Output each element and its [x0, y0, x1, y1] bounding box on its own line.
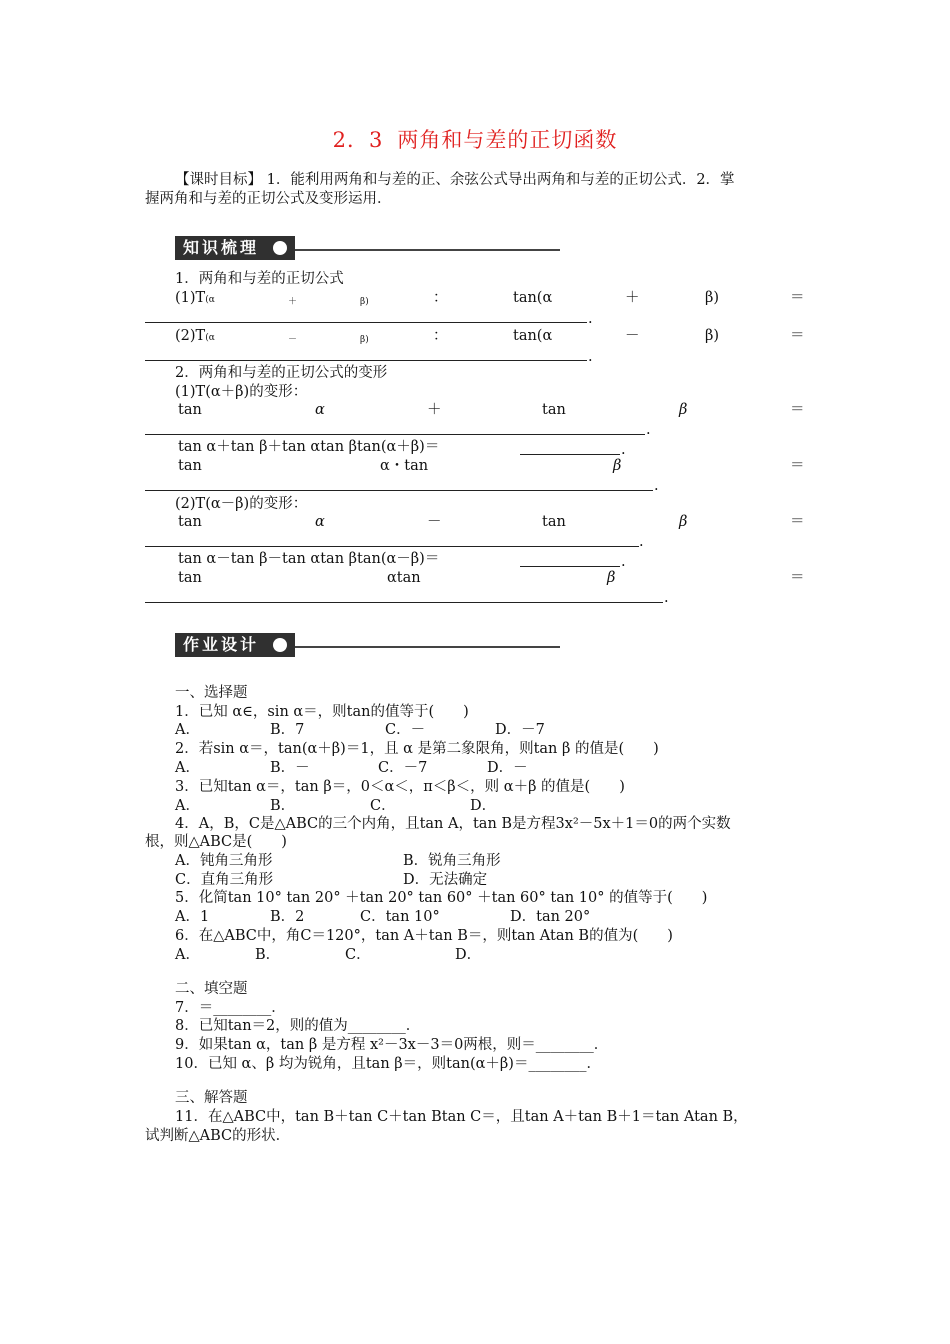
answer-blank[interactable] — [520, 566, 620, 567]
v1-line3-dot: . — [654, 478, 659, 494]
q5-opt-c: C．tan 10° — [360, 909, 440, 925]
t2-eq: ＝ — [790, 328, 805, 344]
part1-heading: 一、选择题 — [175, 685, 248, 701]
banner-rule — [295, 646, 560, 648]
answer-blank[interactable] — [145, 490, 653, 491]
v2-eq: ＝ — [790, 514, 805, 530]
q4-opt-a: A．钝角三角形 — [175, 853, 273, 869]
q10: 10．已知 α、β 均为锐角，且tan β＝，则tan(α＋β)＝________． — [175, 1056, 601, 1072]
v1-line3-tan: tan — [178, 458, 202, 474]
v2-dot: . — [639, 534, 644, 550]
t2-beta-close: β) — [705, 328, 720, 344]
v2-minus: － — [427, 514, 442, 530]
t2-colon: ： — [433, 328, 448, 344]
q6-opt-c: C． — [345, 947, 371, 963]
v1-dot: . — [646, 422, 651, 438]
q1-opt-b: B．7 — [270, 722, 305, 738]
t1-plus: ＋ — [625, 290, 640, 306]
v2-beta: β — [679, 514, 688, 530]
page-title — [0, 124, 950, 154]
v1-line2: tan α＋tan β＋tan αtan βtan(α＋β)＝ — [178, 439, 440, 455]
q1-opt-d: D．－7 — [495, 722, 545, 738]
v1-plus: ＋ — [427, 402, 442, 418]
t1-tan-open: tan(α — [513, 290, 553, 306]
banner-dot-icon — [273, 241, 287, 255]
q6-opt-a: A． — [175, 947, 200, 963]
q3-opt-a: A． — [175, 798, 200, 814]
banner-label: 知识梳理 — [175, 236, 295, 260]
v1-alpha: α — [315, 402, 325, 418]
q6: 6．在△ABC中，角C＝120°，tan A＋tan B＝，则tan Atan B的值为( ) — [175, 928, 673, 944]
banner-label: 作业设计 — [175, 633, 295, 657]
v1-line3-beta: β — [613, 458, 622, 474]
t1-sub-b: β) — [360, 297, 369, 307]
t2-minus: － — [625, 328, 640, 344]
q4-opt-c: C．直角三角形 — [175, 872, 274, 888]
k2-heading: 2．两角和与差的正切公式的变形 — [175, 365, 388, 381]
k1-heading: 1．两角和与差的正切公式 — [175, 271, 344, 287]
q3-opt-c: C． — [370, 798, 396, 814]
q2-opt-c: C．－7 — [378, 760, 428, 776]
title-number: 2．3 — [332, 128, 384, 152]
v1-label: (1)T(α＋β)的变形： — [175, 384, 308, 400]
v1-line2-dot: . — [621, 442, 626, 458]
v1-line3-eq: ＝ — [790, 458, 805, 474]
title-text: 两角和与差的正切函数 — [397, 128, 618, 152]
q11-line-2: 试判断△ABC的形状． — [145, 1128, 291, 1144]
t1-label: (1)T(α — [175, 290, 215, 306]
q3: 3．已知tan α＝，tan β＝，0＜α＜，π＜β＜，则 α＋β 的值是( ) — [175, 779, 625, 795]
v2-label: (2)T(α－β)的变形： — [175, 496, 308, 512]
t2-sub-op: － — [288, 335, 298, 345]
q5: 5．化简tan 10° tan 20° ＋tan 20° tan 60° ＋tan 60° tan 10° 的值等于( ) — [175, 890, 708, 906]
q2-opt-d: D．－ — [487, 760, 528, 776]
q5-opt-d: D．tan 20° — [510, 909, 591, 925]
v1-tan-2: tan — [542, 402, 566, 418]
v2-line3-a: αtan — [387, 570, 421, 586]
part2-heading: 二、填空题 — [175, 981, 248, 997]
q8: 8．已知tan＝2，则的值为________． — [175, 1018, 421, 1034]
goal-line-2: 握两角和与差的正切公式及变形运用． — [145, 191, 392, 207]
section-banner-homework — [175, 629, 560, 659]
q4-line-2: 根，则△ABC是( ) — [145, 834, 287, 850]
answer-blank[interactable] — [520, 454, 620, 455]
q1-opt-a: A． — [175, 722, 200, 738]
t1-sub-op: ＋ — [288, 297, 298, 307]
goal-line-1: 【课时目标】 1．能利用两角和与差的正、余弦公式导出两角和与差的正切公式．2．掌 — [175, 172, 735, 188]
q7: 7．＝________． — [175, 1000, 286, 1016]
q11-line-1: 11．在△ABC中，tan B＋tan C＋tan Btan C＝，且tan A＋tan B＋1＝tan Atan B， — [175, 1109, 748, 1125]
q3-opt-d: D． — [470, 798, 497, 814]
v1-line3-a: α・tan — [380, 458, 429, 474]
q9: 9．如果tan α，tan β 是方程 x²－3x－3＝0两根，则＝________． — [175, 1037, 609, 1053]
q2-opt-b: B．－ — [270, 760, 310, 776]
q2: 2．若sin α＝，tan(α＋β)＝1，且 α 是第二象限角，则tan β 的值是( ) — [175, 741, 659, 757]
v1-tan: tan — [178, 402, 202, 418]
answer-blank[interactable] — [145, 546, 639, 547]
answer-blank[interactable] — [145, 322, 587, 323]
section-banner-knowledge — [175, 232, 560, 262]
v1-beta: β — [679, 402, 688, 418]
t2-label: (2)T(α — [175, 328, 215, 344]
v2-line3-eq: ＝ — [790, 570, 805, 586]
v2-line3-dot: . — [664, 590, 669, 606]
part3-heading: 三、解答题 — [175, 1090, 248, 1106]
t1-eq: ＝ — [790, 290, 805, 306]
v2-tan: tan — [178, 514, 202, 530]
t1-colon: ： — [433, 290, 448, 306]
answer-blank[interactable] — [145, 360, 587, 361]
v2-line2-dot: . — [621, 554, 626, 570]
answer-blank[interactable] — [145, 602, 663, 603]
q6-opt-d: D． — [455, 947, 482, 963]
q1: 1．已知 α∈，sin α＝，则tan的值等于( ) — [175, 704, 469, 720]
v1-eq: ＝ — [790, 402, 805, 418]
answer-blank[interactable] — [145, 434, 645, 435]
t2-dot: . — [588, 349, 593, 365]
t1-dot: . — [588, 311, 593, 327]
v2-tan-2: tan — [542, 514, 566, 530]
q4-line-1: 4．A，B，C是△ABC的三个内角，且tan A，tan B是方程3x²－5x＋1＝0的两个实数 — [175, 816, 731, 832]
q5-opt-b: B．2 — [270, 909, 305, 925]
q4-opt-b: B．锐角三角形 — [403, 853, 501, 869]
v2-line2: tan α－tan β－tan αtan βtan(α－β)＝ — [178, 551, 440, 567]
q4-opt-d: D．无法确定 — [403, 872, 488, 888]
q3-opt-b: B． — [270, 798, 296, 814]
q6-opt-b: B． — [255, 947, 281, 963]
v2-line3-beta: β — [607, 570, 616, 586]
t2-tan-open: tan(α — [513, 328, 553, 344]
q2-opt-a: A． — [175, 760, 200, 776]
q5-opt-a: A．1 — [175, 909, 210, 925]
t1-beta-close: β) — [705, 290, 720, 306]
banner-rule — [295, 249, 560, 251]
q1-opt-c: C．－ — [385, 722, 426, 738]
t2-sub-b: β) — [360, 335, 369, 345]
banner-dot-icon — [273, 638, 287, 652]
v2-alpha: α — [315, 514, 325, 530]
v2-line3-tan: tan — [178, 570, 202, 586]
